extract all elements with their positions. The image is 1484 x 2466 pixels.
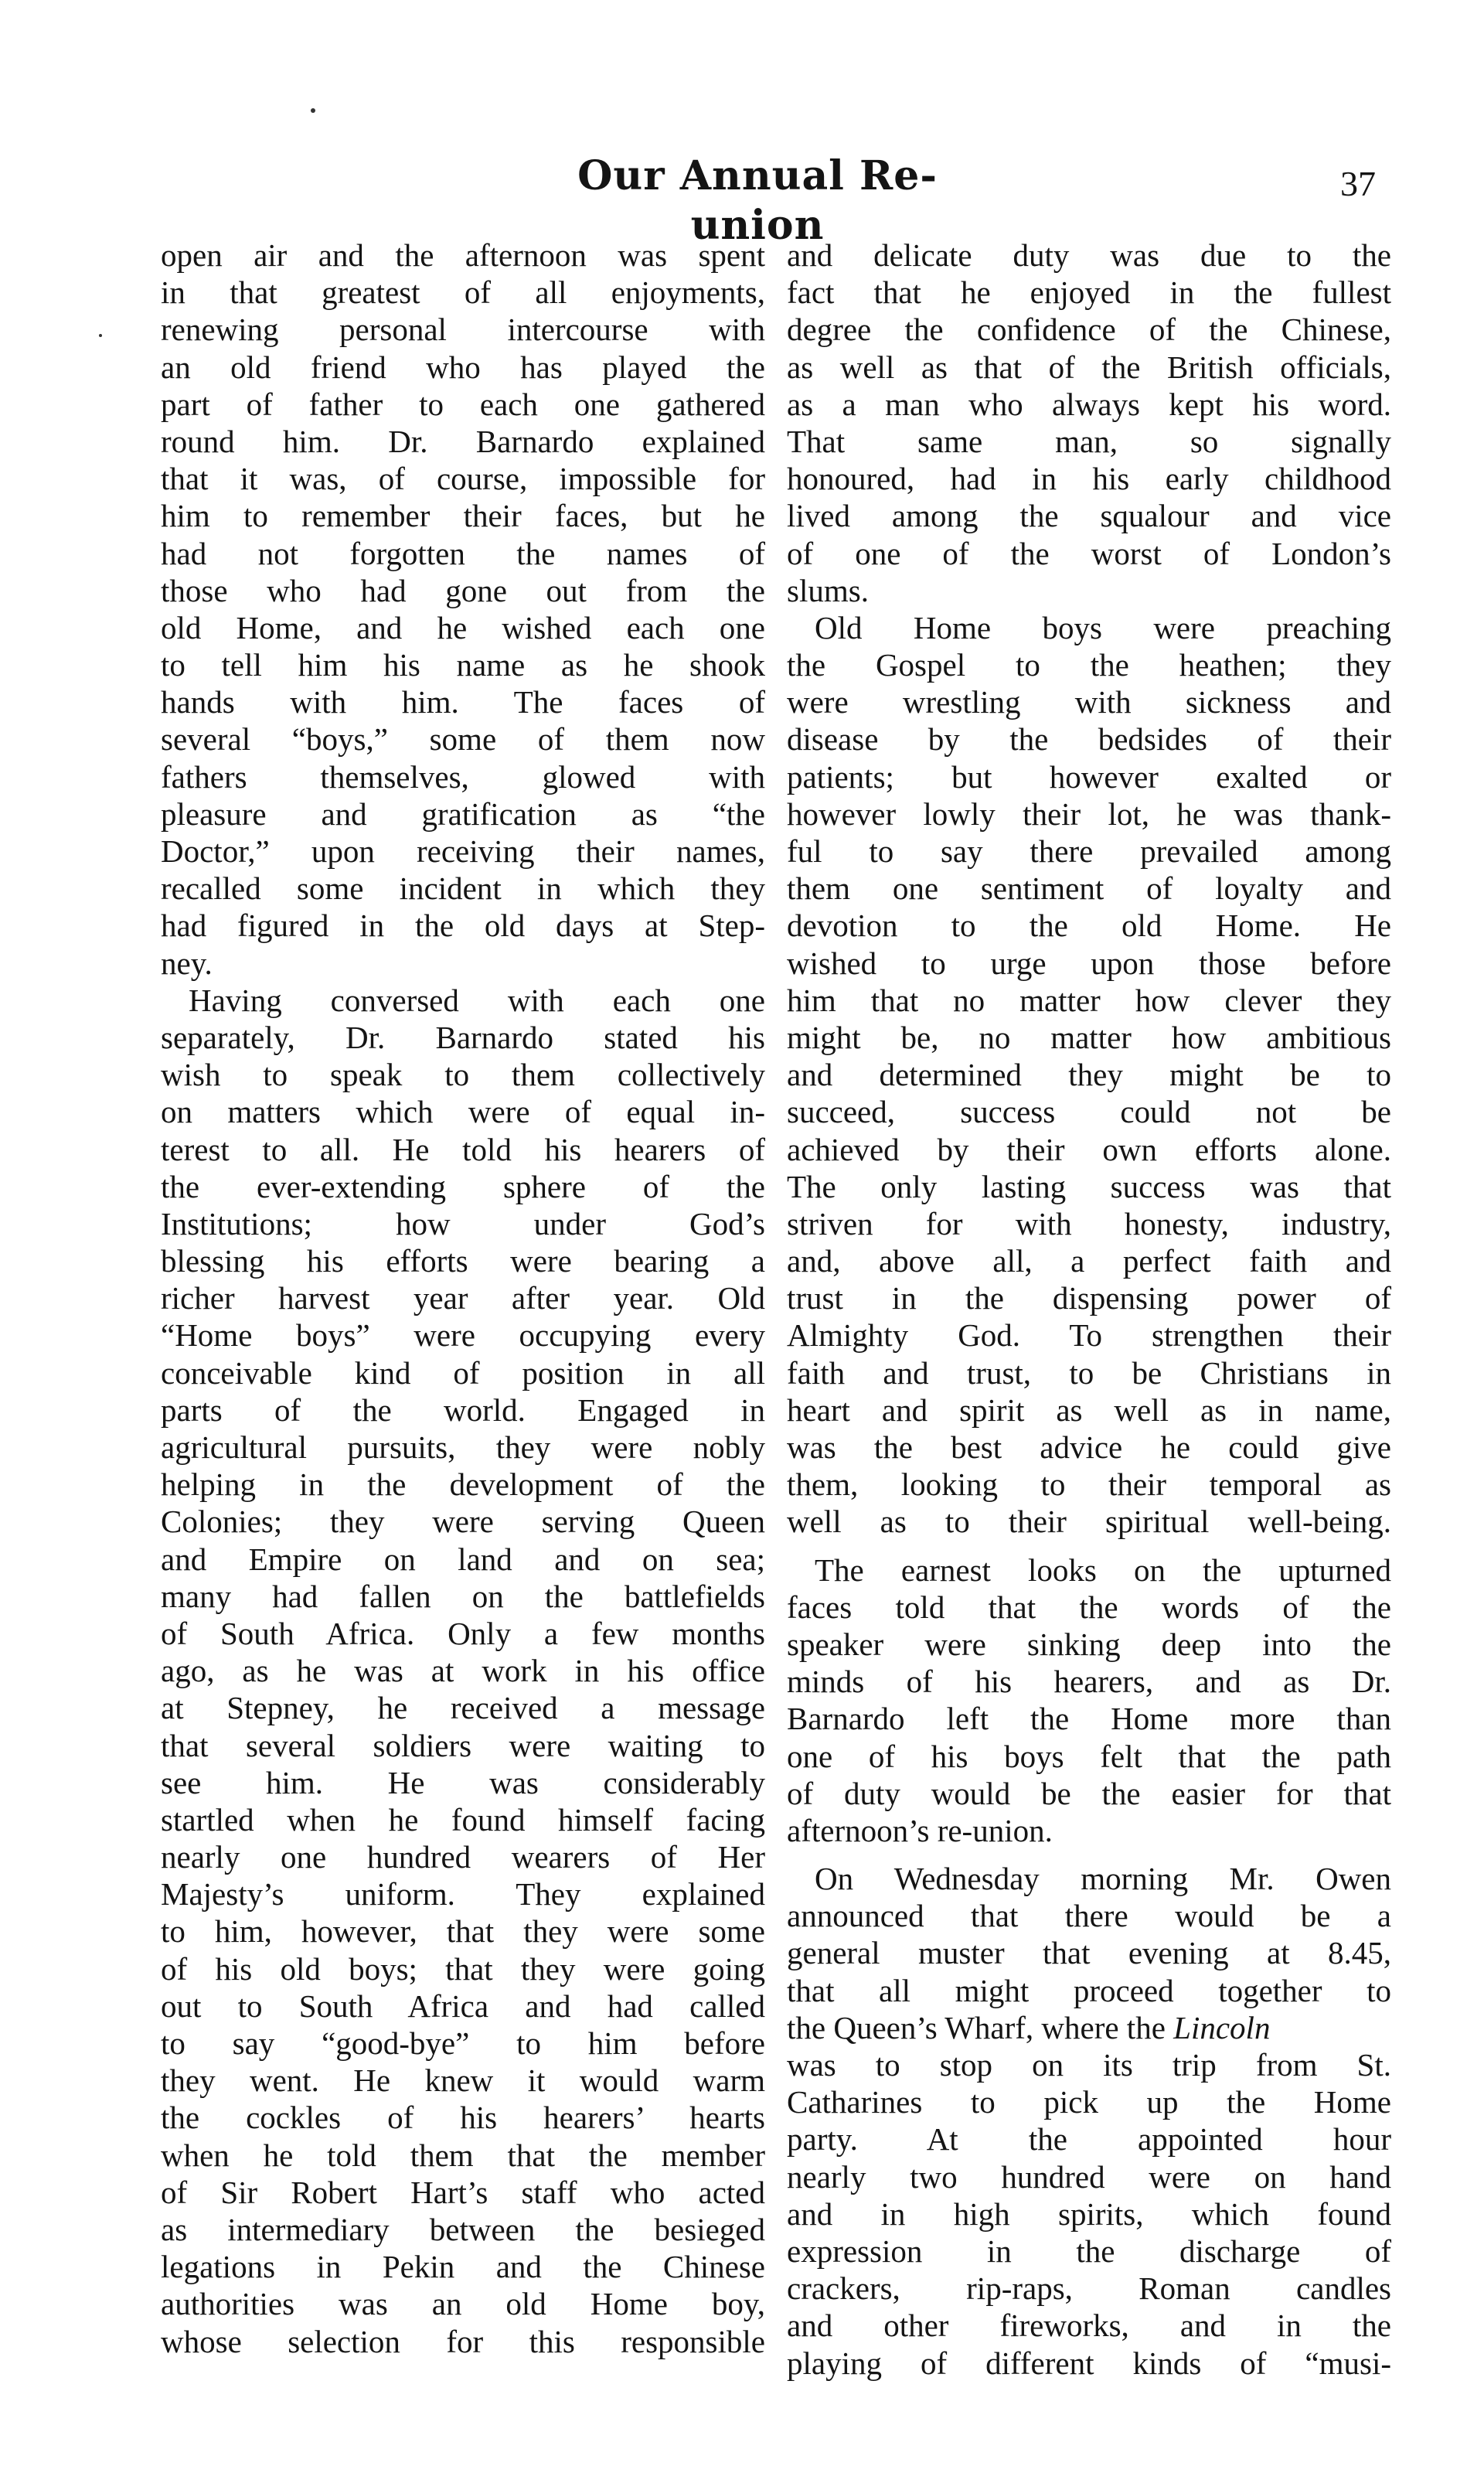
- text-line: nearly two hundred were on hand: [787, 2158, 1391, 2195]
- text-line: trust in the dispensing power of: [787, 1280, 1391, 1316]
- text-line: parts of the world. Engaged in: [161, 1391, 765, 1428]
- text-line: helping in the development of the: [161, 1466, 765, 1503]
- text-line: that several soldiers were waiting to: [161, 1727, 765, 1763]
- text-line: to him, however, that they were some: [161, 1913, 765, 1950]
- text-line: however lowly their lot, he was thank-: [787, 795, 1391, 832]
- text-line: degree the confidence of the Chinese,: [787, 312, 1391, 348]
- text-line: faith and trust, to be Christians in: [787, 1354, 1391, 1391]
- text-line: lived among the squalour and vice: [787, 498, 1391, 534]
- ink-speck: [99, 334, 102, 337]
- text-line: was the best advice he could give: [787, 1429, 1391, 1465]
- text-line: to say “good-bye” to him before: [161, 2025, 765, 2061]
- text-line: and determined they might be to: [787, 1057, 1391, 1093]
- text-line: legations in Pekin and the Chinese: [161, 2249, 765, 2285]
- text-line: Barnardo left the Home more than: [787, 1701, 1391, 1737]
- text-line: Majesty’s uniform. They explained: [161, 1876, 765, 1913]
- text-line: and delicate duty was due to the: [787, 237, 1391, 273]
- text-line: ney.: [161, 945, 213, 981]
- text-line: richer harvest year after year. Old: [161, 1280, 765, 1316]
- left-column: [161, 237, 765, 2360]
- paragraph-start: Old Home boys were preaching: [815, 609, 1391, 645]
- text-line: when he told them that the member: [161, 2137, 765, 2173]
- paragraph-start: The earnest looks on the upturned: [815, 1551, 1391, 1588]
- text-line: succeed, success could not be: [787, 1094, 1391, 1130]
- text-line: general muster that evening at 8.45,: [787, 1935, 1391, 1971]
- right-column: [787, 237, 1391, 2382]
- text-line: nearly one hundred wearers of Her: [161, 1839, 765, 1875]
- text-line: achieved by their own efforts alone.: [787, 1131, 1391, 1167]
- text-line: and, above all, a perfect faith and: [787, 1243, 1391, 1279]
- text-line: them one sentiment of loyalty and: [787, 870, 1391, 907]
- text-line: an old friend who has played the: [161, 349, 765, 385]
- paragraph-start: Having conversed with each one: [189, 982, 765, 1018]
- text-line: open air and the afternoon was spent: [161, 237, 765, 273]
- text-line: several “boys,” some of them now: [161, 721, 765, 758]
- text-line: minds of his hearers, and as Dr.: [787, 1664, 1391, 1700]
- text-line: whose selection for this responsible: [161, 2323, 765, 2359]
- text-line: in that greatest of all enjoyments,: [161, 274, 765, 311]
- text-line: “Home boys” were occupying every: [161, 1317, 765, 1354]
- text-line: as intermediary between the besieged: [161, 2211, 765, 2247]
- text-line: Almighty God. To strengthen their: [787, 1317, 1391, 1354]
- text-line: The only lasting success was that: [787, 1168, 1391, 1204]
- text-line: see him. He was considerably: [161, 1764, 765, 1800]
- text-line: authorities was an old Home boy,: [161, 2286, 765, 2322]
- text-line: of his old boys; that they were going: [161, 1950, 765, 1987]
- text-line: many had fallen on the battlefields: [161, 1578, 765, 1614]
- text-line: patients; but however exalted or: [787, 758, 1391, 795]
- text-line: as well as that of the British officials,: [787, 349, 1391, 385]
- page-number: 37: [1340, 164, 1376, 203]
- text-line: at Stepney, he received a message: [161, 1690, 765, 1726]
- text-line: and in high spirits, which found: [787, 2195, 1391, 2232]
- text-line: on matters which were of equal in-: [161, 1094, 765, 1130]
- text-line: disease by the bedsides of their: [787, 721, 1391, 758]
- text-line: conceivable kind of position in all: [161, 1354, 765, 1391]
- paragraph-gap: [787, 1541, 1391, 1551]
- text-line: fact that he enjoyed in the fullest: [787, 274, 1391, 311]
- text-line: wish to speak to them collectively: [161, 1057, 765, 1093]
- text-line: Colonies; they were serving Queen: [161, 1504, 765, 1540]
- text-line: devotion to the old Home. He: [787, 908, 1391, 944]
- text-line: old Home, and he wished each one: [161, 609, 765, 645]
- text-line: playing of different kinds of “musi-: [787, 2345, 1391, 2381]
- text-line: separately, Dr. Barnardo stated his: [161, 1019, 765, 1055]
- text-line: hands with him. The faces of: [161, 684, 765, 720]
- text-line: agricultural pursuits, they were nobly: [161, 1429, 765, 1465]
- text-line: terest to all. He told his hearers of: [161, 1131, 765, 1167]
- text-line: had figured in the old days at Step-: [161, 908, 765, 944]
- text-line: pleasure and gratification as “the: [161, 795, 765, 832]
- text-line: Doctor,” upon receiving their names,: [161, 833, 765, 869]
- text-line: out to South Africa and had called: [161, 1987, 765, 2024]
- text-line: and Empire on land and on sea;: [161, 1541, 765, 1577]
- text-line: Institutions; how under God’s: [161, 1205, 765, 1242]
- text-line: afternoon’s re-union.: [787, 1812, 1053, 1848]
- text-line: one of his boys felt that the path: [787, 1738, 1391, 1774]
- text-line: faces told that the words of the: [787, 1589, 1391, 1625]
- text-line: [787, 2009, 1391, 2046]
- text-line: heart and spirit as well as in name,: [787, 1391, 1391, 1428]
- text-line: well as to their spiritual well-being.: [787, 1504, 1391, 1540]
- text-line: of Sir Robert Hart’s staff who acted: [161, 2174, 765, 2210]
- ship-name: Lincoln: [1173, 2009, 1271, 2045]
- text-line: startled when he found himself facing: [161, 1801, 765, 1838]
- text-line: to tell him his name as he shook: [161, 647, 765, 683]
- text-line: had not forgotten the names of: [161, 535, 765, 571]
- text-line: slums.: [787, 572, 869, 608]
- text-line: them, looking to their temporal as: [787, 1466, 1391, 1503]
- text-line: him to remember their faces, but he: [161, 498, 765, 534]
- text-line: and other fireworks, and in the: [787, 2308, 1391, 2344]
- text-line: of duty would be the easier for that: [787, 1775, 1391, 1811]
- text-line: that it was, of course, impossible for: [161, 461, 765, 497]
- text-line: expression in the discharge of: [787, 2233, 1391, 2269]
- paragraph-start: On Wednesday morning Mr. Owen: [815, 1861, 1391, 1897]
- text-line: announced that there would be a: [787, 1898, 1391, 1934]
- text-line: the Gospel to the heathen; they: [787, 647, 1391, 683]
- text-line: those who had gone out from the: [161, 572, 765, 608]
- text-line: of one of the worst of London’s: [787, 535, 1391, 571]
- text-line: the ever-extending sphere of the: [161, 1168, 765, 1204]
- text-line: honoured, had in his early childhood: [787, 461, 1391, 497]
- text-line: were wrestling with sickness and: [787, 684, 1391, 720]
- text-line: was to stop on its trip from St.: [787, 2047, 1391, 2083]
- text-line: that all might proceed together to: [787, 1972, 1391, 2008]
- text-line: part of father to each one gathered: [161, 386, 765, 422]
- text-line: That same man, so signally: [787, 423, 1391, 459]
- text-line: recalled some incident in which they: [161, 870, 765, 907]
- text-line: might be, no matter how ambitious: [787, 1019, 1391, 1055]
- text-line: round him. Dr. Barnardo explained: [161, 423, 765, 459]
- running-title: Our Annual Re-union: [577, 152, 938, 249]
- text-line: party. At the appointed hour: [787, 2121, 1391, 2158]
- text-line: wished to urge upon those before: [787, 945, 1391, 981]
- text-segment: the Queen’s Wharf, where the: [787, 2009, 1166, 2045]
- text-line: fathers themselves, glowed with: [161, 758, 765, 795]
- text-line: ago, as he was at work in his office: [161, 1653, 765, 1689]
- text-line: blessing his efforts were bearing a: [161, 1243, 765, 1279]
- text-line: Catharines to pick up the Home: [787, 2084, 1391, 2120]
- paragraph-gap: [787, 1849, 1391, 1860]
- text-line: they went. He knew it would warm: [161, 2062, 765, 2099]
- text-line: striven for with honesty, industry,: [787, 1205, 1391, 1242]
- text-line: as a man who always kept his word.: [787, 386, 1391, 422]
- text-line: ful to say there prevailed among: [787, 833, 1391, 869]
- text-line: speaker were sinking deep into the: [787, 1626, 1391, 1662]
- text-line: of South Africa. Only a few months: [161, 1615, 765, 1651]
- text-line: him that no matter how clever they: [787, 982, 1391, 1018]
- text-line: renewing personal intercourse with: [161, 312, 765, 348]
- text-line: the cockles of his hearers’ hearts: [161, 2100, 765, 2136]
- ink-speck: [311, 108, 315, 113]
- text-line: crackers, rip-raps, Roman candles: [787, 2270, 1391, 2307]
